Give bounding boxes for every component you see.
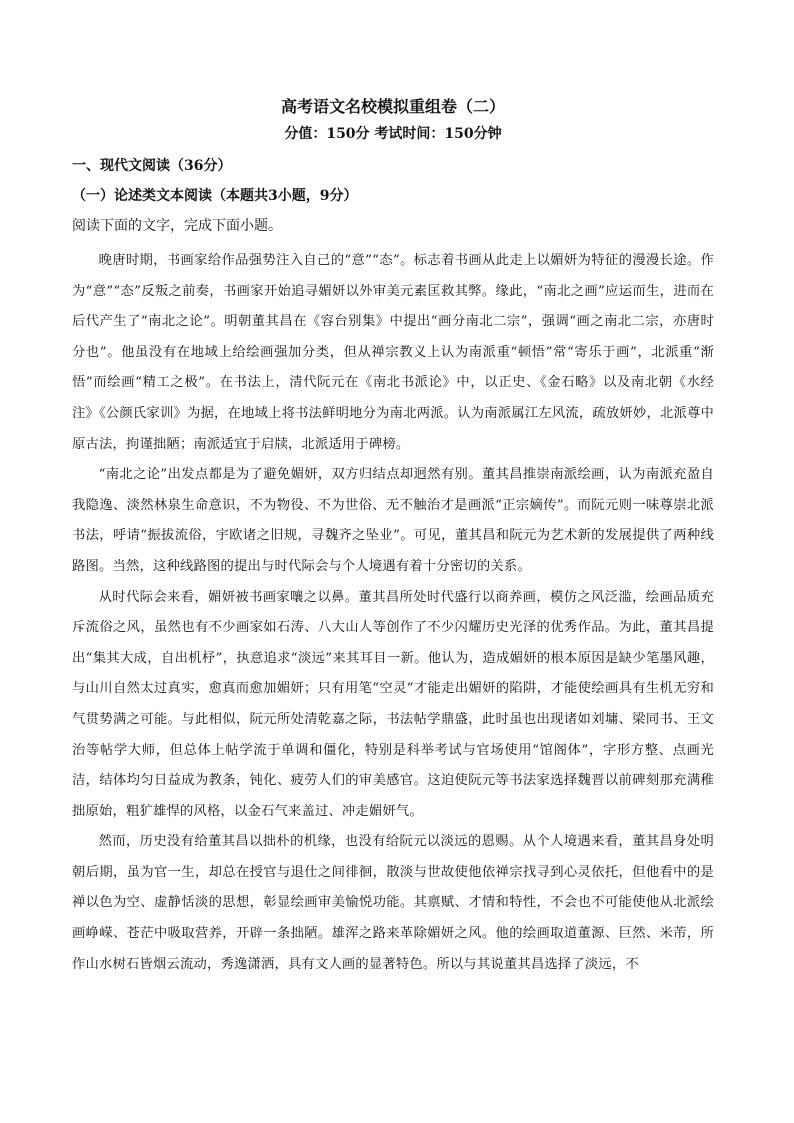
exam-title: 高考语文名校模拟重组卷（二） — [280, 97, 505, 116]
paragraph-2: “南北之论”出发点都是为了避免媚妍，双方归结点却迥然有别。董其昌推崇南派绘画，认为南派充盈自我隐逸、淡然林泉生命意识，不为物役、不为世俗、无不触治才是画派“正宗嫡传”。而阮元则一味尊崇北派书法，呼请“振拔流俗，宇欧诸之旧规，寻魏齐之坠业”。可见，董其昌和阮元为艺术新的发展提供了两种线路图。当然，这种线路图的提出与时代际会与个人境遇有着十分密切的关系。 — [72, 467, 714, 574]
paragraph-4: 然而，历史没有给董其昌以拙朴的机缘，也没有给阮元以淡远的恩赐。从个人境遇来看，董其昌身处明朝后期，虽为官一生，却总在授官与退仕之间徘徊，散淡与世故使他依禅宗找寻到心灵依托，但他看中的是禅以色为空、虚静恬淡的思想，彰显绘画审美愉悦功能。其禀赋、才情和特性，不会也不可能使他从北派绘画峥嵘、苍茫中吸取营养，开辟一条拙陋。雄浑之路来革除媚妍之风。他的绘画取道董源、巨然、米芾，所作山水树石皆烟云流动，秀逸潇洒，具有文人画的显著特色。所以与其说董其昌选择了淡远，不 — [72, 834, 714, 972]
paragraph-1: 晚唐时期，书画家给作品强势注入自己的“意”“态”。标志着书画从此走上以媚妍为特征的漫漫长途。作为“意”“态”反叛之前奏，书画家开始追寻媚妍以外审美元素匡救其弊。缘此，“南北之画”应运而生，进而在后代产生了“南北之论”。明朝董其昌在《容台别集》中提出“画分南北二宗”，强调“画之南北二宗，亦唐时分也”。他虽没有在地域上给绘画强加分类，但从禅宗教义上认为南派重“顿悟”常“寄乐于画”，北派重“渐悟”而绘画“精工之极”。在书法上，清代阮元在《南北书派论》中，以正史、《金石略》以及南北朝《水经注》《公颜氏家训》为据，在地域上将书法鲜明地分为南北两派。认为南派属江左风流，疏放妍妙，北派尊中原古法，拘谨拙陋；南派适宜于启牍，北派适用于碑榜。 — [72, 253, 714, 452]
exam-subtitle: 分值：150分 考试时间：150分钟 — [284, 126, 502, 142]
paragraph-3: 从时代际会来看，媚妍被书画家嚷之以鼻。董其昌所处时代盛行以商养画，模仿之风泛滥，绘画品质充斥流俗之风，虽然也有不少画家如石涛、八大山人等创作了不少闪耀历史光泽的优秀作品。为此，董其昌提出“集其大成，自出机杼”，执意追求“淡远”来其耳目一新。他认为，造成媚妍的根本原因是缺少笔墨风趣，与山川自然太过真实，愈真而愈加媚妍；只有用笔“空灵”才能走出媚妍的陷阱，才能使绘画具有生机无穷和气贯势满之可能。与此相似，阮元所处清乾嘉之际，书法帖学鼎盛，此时虽也出现诸如刘墉、梁同书、王文治等帖学大师，但总体上帖学流于单调和僵化，特别是科举考试与官场使用“馆阁体”，字形方整、点画光洁，结体均匀日益成为教条，钝化、疲劳人们的审美感官。这迫使阮元等书法家选择魏晋以前碑刻那充满稚拙原始，粗犷雄悍的风格，以金石气来盖过、冲走媚妍气。 — [72, 589, 714, 819]
section-heading: 一、现代文阅读（36分） — [72, 158, 232, 174]
subsection-heading: （一）论述类文本阅读（本题共3小题，9分） — [72, 188, 358, 204]
reading-instruction: 阅读下面的文字，完成下面小题。 — [72, 218, 282, 234]
